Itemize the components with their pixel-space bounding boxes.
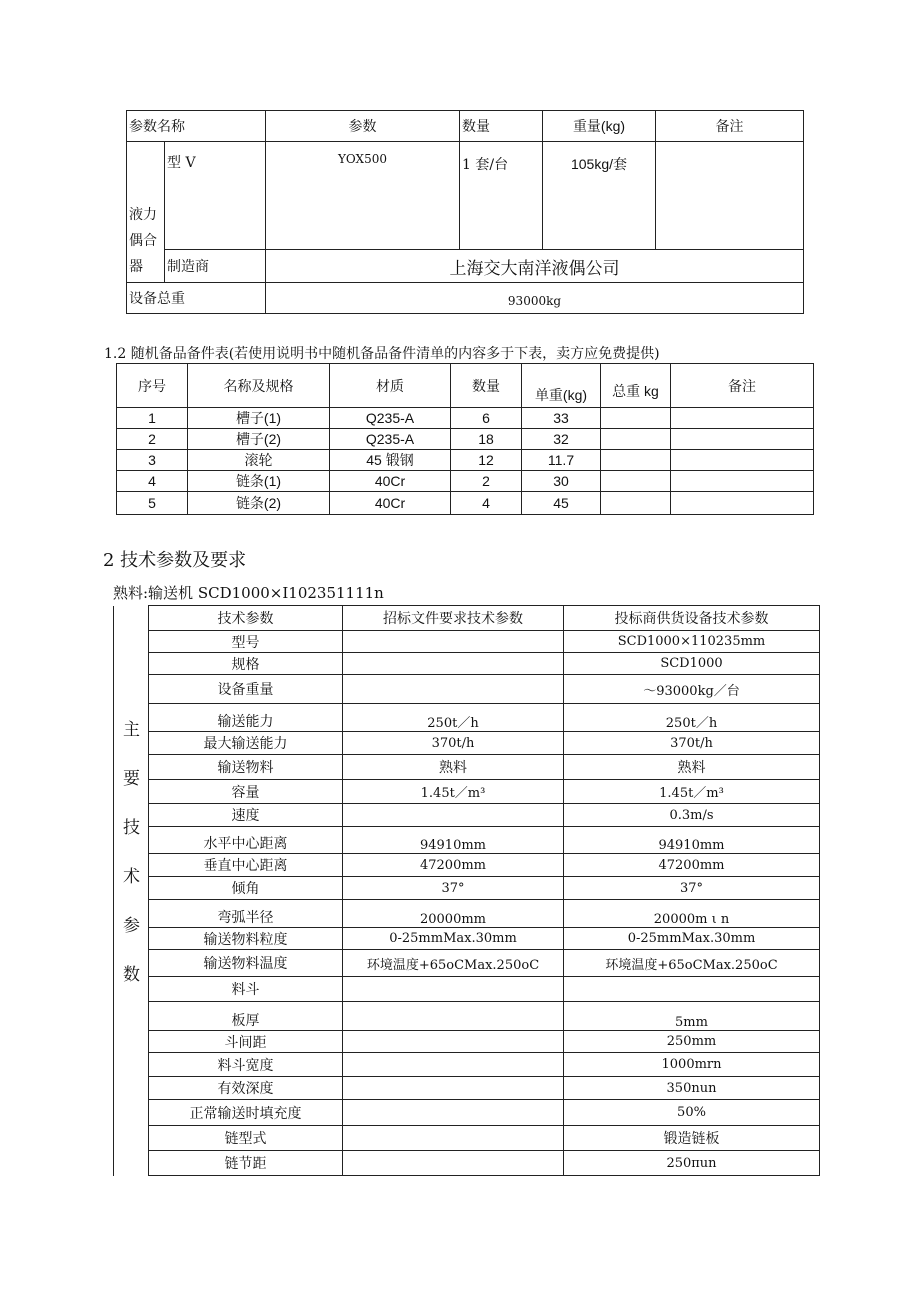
t3-cell bbox=[343, 1077, 564, 1100]
t2-cell: 45 bbox=[522, 492, 601, 515]
t2-cell bbox=[601, 408, 671, 429]
table-row bbox=[117, 429, 814, 450]
t2-cell: 11.7 bbox=[522, 450, 601, 471]
t3-cell bbox=[343, 653, 564, 675]
t2-header-material: 材质 bbox=[330, 364, 451, 408]
t1-maker-label: 制造商 bbox=[165, 250, 266, 283]
t2-cell: 1 bbox=[117, 408, 188, 429]
t3-header-bidder: 投标商供货设备技术参数 bbox=[564, 606, 820, 631]
t2-header-qty: 数量 bbox=[451, 364, 522, 408]
table-row bbox=[117, 492, 814, 515]
t2-header-name: 名称及规格 bbox=[188, 364, 330, 408]
t2-cell bbox=[671, 492, 814, 515]
t1-quantity: 1 套/台 bbox=[460, 142, 543, 250]
t2-cell bbox=[601, 450, 671, 471]
t3-cell: 垂直中心距离 bbox=[149, 854, 343, 877]
t1-header-remark: 备注 bbox=[656, 111, 804, 142]
t3-cell: 输送物料温度 bbox=[149, 950, 343, 977]
t3-cell: 倾角 bbox=[149, 877, 343, 900]
spare-parts-table bbox=[116, 363, 814, 515]
t3-side-text: 主要技术参数 bbox=[123, 719, 140, 985]
t2-cell: Q235-A bbox=[330, 429, 451, 450]
t2-cell: 链条(2) bbox=[188, 492, 330, 515]
t3-cell: 0-25mmMax.30mm bbox=[564, 928, 820, 950]
t3-cell: 47200mm bbox=[564, 854, 820, 877]
t3-cell: 有效深度 bbox=[149, 1077, 343, 1100]
t3-cell bbox=[343, 631, 564, 653]
technical-params-table bbox=[113, 605, 820, 1176]
t2-cell: 槽子(1) bbox=[188, 408, 330, 429]
t3-cell bbox=[343, 675, 564, 704]
table-row bbox=[114, 780, 820, 804]
t3-cell bbox=[343, 1053, 564, 1077]
table-row bbox=[114, 755, 820, 780]
t3-cell: 1.45t／m³ bbox=[564, 780, 820, 804]
table-row bbox=[114, 1002, 820, 1031]
t2-cell: 4 bbox=[451, 492, 522, 515]
t2-cell: 30 bbox=[522, 471, 601, 492]
table-row bbox=[114, 877, 820, 900]
t3-cell bbox=[564, 977, 820, 1002]
t3-cell: 弯弧半径 bbox=[149, 900, 343, 928]
t2-cell: 2 bbox=[451, 471, 522, 492]
t3-cell: 350nun bbox=[564, 1077, 820, 1100]
t1-maker-value: 上海交大南洋液偶公司 bbox=[266, 250, 804, 283]
t2-cell: 6 bbox=[451, 408, 522, 429]
t2-cell bbox=[671, 408, 814, 429]
t3-cell: 94910mm bbox=[343, 827, 564, 854]
table-row bbox=[117, 408, 814, 429]
t3-cell: 50% bbox=[564, 1100, 820, 1126]
t3-cell bbox=[343, 1002, 564, 1031]
t3-side-label bbox=[114, 606, 149, 1176]
table-row bbox=[114, 653, 820, 675]
t2-header-no: 序号 bbox=[117, 364, 188, 408]
table-row bbox=[117, 471, 814, 492]
t3-cell: ～93000kg／台 bbox=[564, 675, 820, 704]
t3-cell bbox=[343, 977, 564, 1002]
t1-header-param: 参数 bbox=[266, 111, 460, 142]
t3-cell: SCD1000 bbox=[564, 653, 820, 675]
t3-cell: 37° bbox=[343, 877, 564, 900]
table-row bbox=[114, 1151, 820, 1176]
t3-cell: 37° bbox=[564, 877, 820, 900]
t1-type-label: 型 V bbox=[165, 142, 266, 250]
t3-cell: 料斗 bbox=[149, 977, 343, 1002]
t3-cell: 47200mm bbox=[343, 854, 564, 877]
t1-group-label: 液力偶合器 bbox=[127, 142, 165, 283]
t3-cell bbox=[343, 1031, 564, 1053]
section-1-2-heading: 1.2 随机备品备件表(若使用说明书中随机备品备件清单的内容多于下表，卖方应免费提供) bbox=[104, 346, 660, 362]
t2-cell bbox=[601, 471, 671, 492]
t2-cell: 33 bbox=[522, 408, 601, 429]
table-row bbox=[114, 854, 820, 877]
t3-cell: 250πun bbox=[564, 1151, 820, 1176]
t2-cell: 5 bbox=[117, 492, 188, 515]
t1-weight: 105kg/套 bbox=[543, 142, 656, 250]
hydraulic-coupling-table bbox=[126, 110, 804, 314]
t1-total-label: 设备总重 bbox=[127, 283, 266, 314]
t2-cell: 40Cr bbox=[330, 471, 451, 492]
t3-header-param: 技术参数 bbox=[149, 606, 343, 631]
t2-cell bbox=[671, 450, 814, 471]
conveyor-caption: 熟料:输送机 SCD1000×I102351111n bbox=[113, 584, 384, 602]
t3-cell: 94910mm bbox=[564, 827, 820, 854]
t2-cell: 3 bbox=[117, 450, 188, 471]
t2-cell: 12 bbox=[451, 450, 522, 471]
t3-cell bbox=[343, 1126, 564, 1151]
t3-cell: 环境温度+65oCMax.250oC bbox=[343, 950, 564, 977]
t3-cell: 正常输送时填充度 bbox=[149, 1100, 343, 1126]
t3-cell: 链节距 bbox=[149, 1151, 343, 1176]
table-row bbox=[114, 928, 820, 950]
t3-header-tender: 招标文件要求技术参数 bbox=[343, 606, 564, 631]
t3-cell: 型号 bbox=[149, 631, 343, 653]
table-row bbox=[114, 804, 820, 827]
t1-header-weight: 重量(kg) bbox=[543, 111, 656, 142]
t3-cell: 规格 bbox=[149, 653, 343, 675]
t3-cell: 容量 bbox=[149, 780, 343, 804]
t3-cell: 250t／h bbox=[564, 704, 820, 732]
t3-cell: 速度 bbox=[149, 804, 343, 827]
t3-cell: 20000mm bbox=[343, 900, 564, 928]
t2-cell: 2 bbox=[117, 429, 188, 450]
t3-cell: 熟料 bbox=[564, 755, 820, 780]
t2-header-total-weight: 总重 kg bbox=[601, 364, 671, 408]
t1-header-qty: 数量 bbox=[460, 111, 543, 142]
t3-cell: 设备重量 bbox=[149, 675, 343, 704]
t2-cell: 18 bbox=[451, 429, 522, 450]
table-row bbox=[114, 950, 820, 977]
t1-remark bbox=[656, 142, 804, 250]
t3-cell: 锻造链板 bbox=[564, 1126, 820, 1151]
t3-cell bbox=[343, 1151, 564, 1176]
t3-cell: 板厚 bbox=[149, 1002, 343, 1031]
table-row bbox=[114, 1100, 820, 1126]
table-row bbox=[114, 900, 820, 928]
t3-cell: 370t/h bbox=[564, 732, 820, 755]
t3-cell: 1.45t／m³ bbox=[343, 780, 564, 804]
t3-cell: 最大输送能力 bbox=[149, 732, 343, 755]
table-row bbox=[114, 1031, 820, 1053]
t2-cell: 4 bbox=[117, 471, 188, 492]
table-row bbox=[117, 450, 814, 471]
section-2-heading: 2 技术参数及要求 bbox=[103, 550, 247, 571]
t2-cell bbox=[601, 429, 671, 450]
t3-cell: 250mm bbox=[564, 1031, 820, 1053]
t3-cell: 料斗宽度 bbox=[149, 1053, 343, 1077]
t2-cell bbox=[601, 492, 671, 515]
t2-header-remark: 备注 bbox=[671, 364, 814, 408]
t2-cell: 槽子(2) bbox=[188, 429, 330, 450]
t3-cell: 熟料 bbox=[343, 755, 564, 780]
t2-cell bbox=[671, 471, 814, 492]
t2-cell: 32 bbox=[522, 429, 601, 450]
t1-type-value: YOX500 bbox=[266, 142, 460, 250]
table-row bbox=[114, 675, 820, 704]
t3-cell: 1000mrn bbox=[564, 1053, 820, 1077]
t3-cell: 250t／h bbox=[343, 704, 564, 732]
table-row bbox=[114, 732, 820, 755]
t3-cell: 5mm bbox=[564, 1002, 820, 1031]
t3-cell: 水平中心距离 bbox=[149, 827, 343, 854]
t3-cell bbox=[343, 1100, 564, 1126]
t1-total-value: 93000kg bbox=[266, 283, 804, 314]
t1-header-param-name: 参数名称 bbox=[127, 111, 266, 142]
table-row bbox=[114, 827, 820, 854]
t3-cell: 环境温度+65oCMax.250oC bbox=[564, 950, 820, 977]
t3-cell: 链型式 bbox=[149, 1126, 343, 1151]
t3-cell: SCD1000×110235mm bbox=[564, 631, 820, 653]
t2-header-unit-weight: 单重(kg) bbox=[522, 364, 601, 408]
t3-cell: 20000m ι n bbox=[564, 900, 820, 928]
t3-cell: 输送物料 bbox=[149, 755, 343, 780]
table-row bbox=[114, 977, 820, 1002]
t3-cell: 0.3m/s bbox=[564, 804, 820, 827]
t3-cell: 370t/h bbox=[343, 732, 564, 755]
t3-cell: 输送能力 bbox=[149, 704, 343, 732]
t3-cell: 0-25mmMax.30mm bbox=[343, 928, 564, 950]
table-row bbox=[114, 704, 820, 732]
t3-cell bbox=[343, 804, 564, 827]
t2-cell: 40Cr bbox=[330, 492, 451, 515]
t2-cell: 45 锻钢 bbox=[330, 450, 451, 471]
t2-cell: Q235-A bbox=[330, 408, 451, 429]
table-row bbox=[114, 1053, 820, 1077]
table-row bbox=[114, 1126, 820, 1151]
t3-cell: 输送物料粒度 bbox=[149, 928, 343, 950]
table-row bbox=[114, 631, 820, 653]
t2-cell: 链条(1) bbox=[188, 471, 330, 492]
t2-cell: 滚轮 bbox=[188, 450, 330, 471]
table-row bbox=[114, 1077, 820, 1100]
t3-cell: 斗间距 bbox=[149, 1031, 343, 1053]
t2-cell bbox=[671, 429, 814, 450]
